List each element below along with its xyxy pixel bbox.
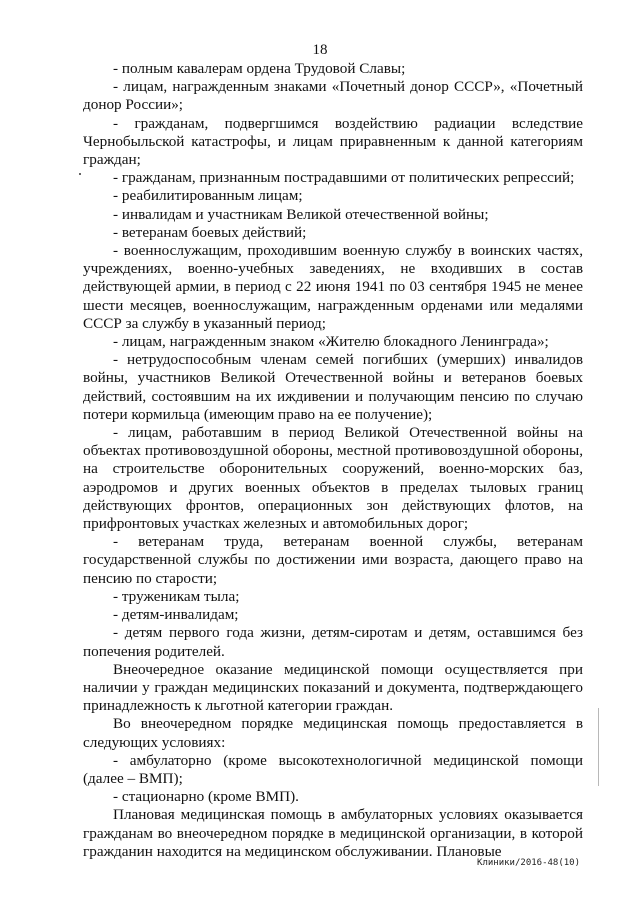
paragraph: - гражданам, подвергшимся воздействию радиации вследствие Чернобыльской катастрофы, и лицам приравненным к данной категориям граждан; <box>83 114 583 169</box>
paragraph: - ветеранам боевых действий; <box>113 223 307 241</box>
paragraph: - лицам, награжденным знаками «Почетный донор СССР», «Почетный донор России»; <box>83 78 583 114</box>
paragraph: - детям первого года жизни, детям-сиротам и детям, оставшимся без попечения родителей. <box>83 624 583 660</box>
page-number: 18 <box>312 42 328 58</box>
paragraph: - детям-инвалидам; <box>113 606 239 624</box>
paragraph: Внеочередное оказание медицинской помощи осуществляется при наличии у граждан медицинских показаний и документа, подтверждающего принадлежность к льготной категории граждан. <box>83 660 583 715</box>
paragraph: - труженикам тыла; <box>113 587 240 605</box>
margin-line <box>598 708 599 786</box>
paragraph: - полным кавалерам ордена Трудовой Славы; <box>113 60 406 77</box>
paragraph: Во внеочередном порядке медицинская помощь предоставляется в следующих условиях: <box>83 715 583 751</box>
paragraph: - стационарно (кроме ВМП). <box>113 788 299 806</box>
paragraph: - гражданам, признанным пострадавшими от политических репрессий; <box>113 169 575 187</box>
paragraph: - военнослужащим, проходившим военную службу в воинских частях, учреждениях, военно-учебных заведениях, не входивших в состав действующей армии, в период с 22 июня 1941 по 03 сентября 1945 не менее шести месяцев, военнослужащим, награжденным орденами или медалями СССР за службу в указанный период; <box>83 242 583 332</box>
paragraph: - инвалидам и участникам Великой отечественной войны; <box>113 205 489 223</box>
paragraph: - реабилитированным лицам; <box>113 187 303 205</box>
margin-mark <box>79 173 81 175</box>
paragraph: Плановая медицинская помощь в амбулаторных условиях оказывается гражданам во внеочередном порядке в медицинской организации, в которой гражданин находится на медицинском обслуживании. Плановые <box>83 806 583 860</box>
paragraph: - нетрудоспособным членам семей погибших (умерших) инвалидов войны, участников Великой Отечественной войны и ветеранов боевых действий, состоявшим на их иждивении и получающим пенсию по случаю потери кормильца (имеющим право на ее получение); <box>83 351 583 423</box>
paragraph: - ветеранам труда, ветеранам военной службы, ветеранам государственной службы по достижении ими возраста, дающего право на пенсию по старости; <box>83 533 583 587</box>
footer-code: Клиники/2016-48(10) <box>477 858 580 868</box>
paragraph: - лицам, награжденным знаком «Жителю блокадного Ленинграда»; <box>113 333 549 351</box>
paragraph: - лицам, работавшим в период Великой Отечественной войны на объектах противовоздушной обороны, местной противовоздушной обороны, на строительстве оборонительных сооружений, военно-морских баз, аэродромов и других военных объектов в пределах тыловых границ действующих фронтов, операционных зон действующих флотов, на прифронтовых участках железных и автомобильных дорог; <box>83 424 583 533</box>
paragraph: - амбулаторно (кроме высокотехнологичной медицинской помощи (далее – ВМП); <box>83 751 583 787</box>
document-body <box>83 60 583 861</box>
